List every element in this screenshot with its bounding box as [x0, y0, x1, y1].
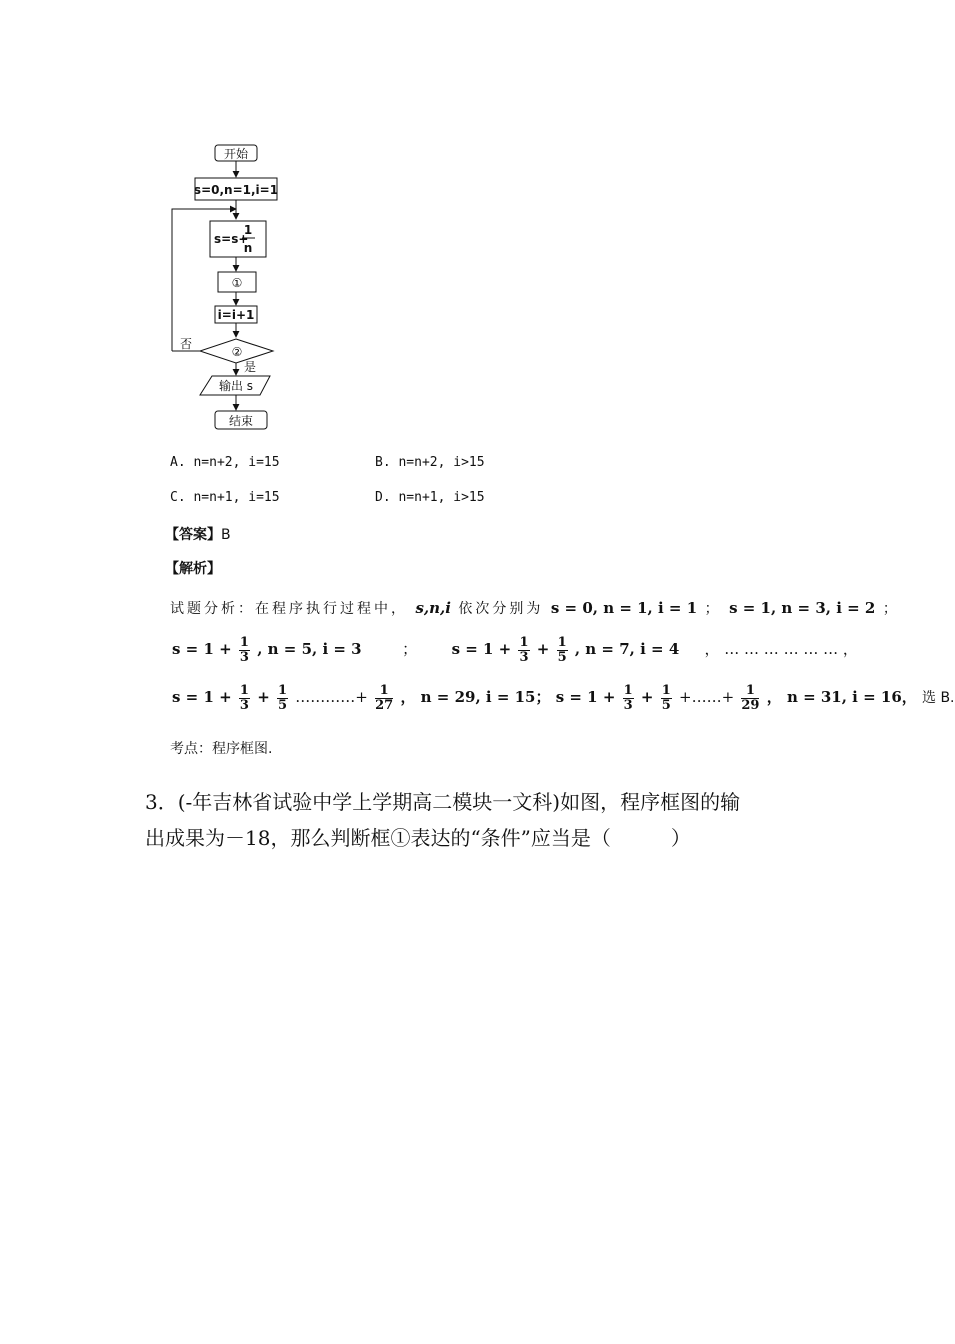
l2-b: , n = 5, i = 3 — [257, 640, 362, 659]
analysis-eq2: s = 1, n = 3, i = 2 — [729, 599, 876, 617]
l3-dots: …………+ — [295, 688, 368, 707]
frac3-1-3: $\frac{1}{3}$ — [239, 683, 249, 713]
answer-label: 【答案】 — [165, 527, 221, 543]
analysis-sep1: ； — [704, 601, 722, 617]
analysis-line-1 — [170, 598, 900, 618]
l2-sep: ； — [402, 640, 418, 659]
l3-a: s = 1 + — [172, 688, 232, 707]
l3-end: 选 B. — [922, 690, 955, 707]
l3-b: + — [257, 688, 270, 707]
frac-1-3b: $\frac{1}{3}$ — [519, 635, 529, 665]
analysis-line-2 — [172, 636, 858, 664]
l2-d: + — [536, 640, 550, 659]
l3-g: ， n = 31, i = 16， — [766, 688, 917, 707]
option-b: B. n=n+2, i>15 — [375, 455, 485, 470]
analysis-sep2: ； — [882, 601, 900, 617]
l2-dots: ， … … … … … … ， — [704, 640, 858, 659]
frac-1-5: $\frac{1}{5}$ — [557, 635, 567, 665]
no-label: 否 — [180, 337, 193, 351]
l3-d: s = 1 + — [555, 688, 616, 707]
increment-text: i=i+1 — [217, 308, 255, 322]
option-a: A. n=n+2, i=15 — [170, 455, 280, 470]
blank-box-1-text: ① — [231, 276, 243, 290]
analysis-vars: s,n,i — [415, 599, 451, 617]
frac3b-1-5: $\frac{1}{5}$ — [661, 683, 671, 713]
l3-f: +……+ — [679, 688, 735, 707]
l2-a: s = 1 + — [172, 640, 232, 659]
frac-1-3: $\frac{1}{3}$ — [239, 635, 249, 665]
option-d: D. n=n+1, i>15 — [375, 490, 485, 505]
answer-value: B — [221, 527, 231, 543]
frac3b-1-3: $\frac{1}{3}$ — [623, 683, 633, 713]
decision-text: ② — [231, 345, 243, 359]
yes-label: 是 — [244, 360, 257, 374]
l3-e: + — [640, 688, 654, 707]
frac3-1-27: $\frac{1}{27}$ — [375, 683, 394, 713]
question-3-line-1: 3．(-年吉林省试验中学上学期高二模块一文科)如图，程序框图的输 — [145, 790, 741, 814]
analysis-label: 【解析】 — [165, 561, 221, 577]
analysis-eq1: s = 0, n = 1, i = 1 — [550, 599, 698, 617]
start-text: 开始 — [223, 147, 249, 161]
option-c: C. n=n+1, i=15 — [170, 490, 280, 505]
analysis-mid: 依次分别为 — [458, 601, 544, 617]
output-text: 输出 s — [218, 379, 254, 393]
end-text: 结束 — [228, 414, 254, 428]
update-s-text: s=s+ — [214, 232, 249, 246]
l2-e: , n = 7, i = 4 — [574, 640, 680, 659]
analysis-line-3 — [172, 684, 955, 712]
init-text: s=0,n=1,i=1 — [193, 183, 279, 197]
update-s-num: 1 — [243, 223, 253, 237]
analysis-intro: 试题分析：在程序执行过程中， — [170, 601, 408, 617]
l3-c: ， n = 29, i = 15； — [400, 688, 551, 707]
update-s-den: n — [243, 241, 253, 255]
question-3-line-2: 出成果为－18，那么判断框①表达的“条件”应当是（ ） — [145, 826, 691, 850]
l2-c: s = 1 + — [451, 640, 512, 659]
flowchart — [160, 135, 300, 435]
frac3-1-5: $\frac{1}{5}$ — [278, 683, 288, 713]
answer-line — [165, 524, 231, 544]
frac3b-1-29: $\frac{1}{29}$ — [741, 683, 760, 713]
kaodian: 考点：程序框图. — [170, 741, 273, 757]
